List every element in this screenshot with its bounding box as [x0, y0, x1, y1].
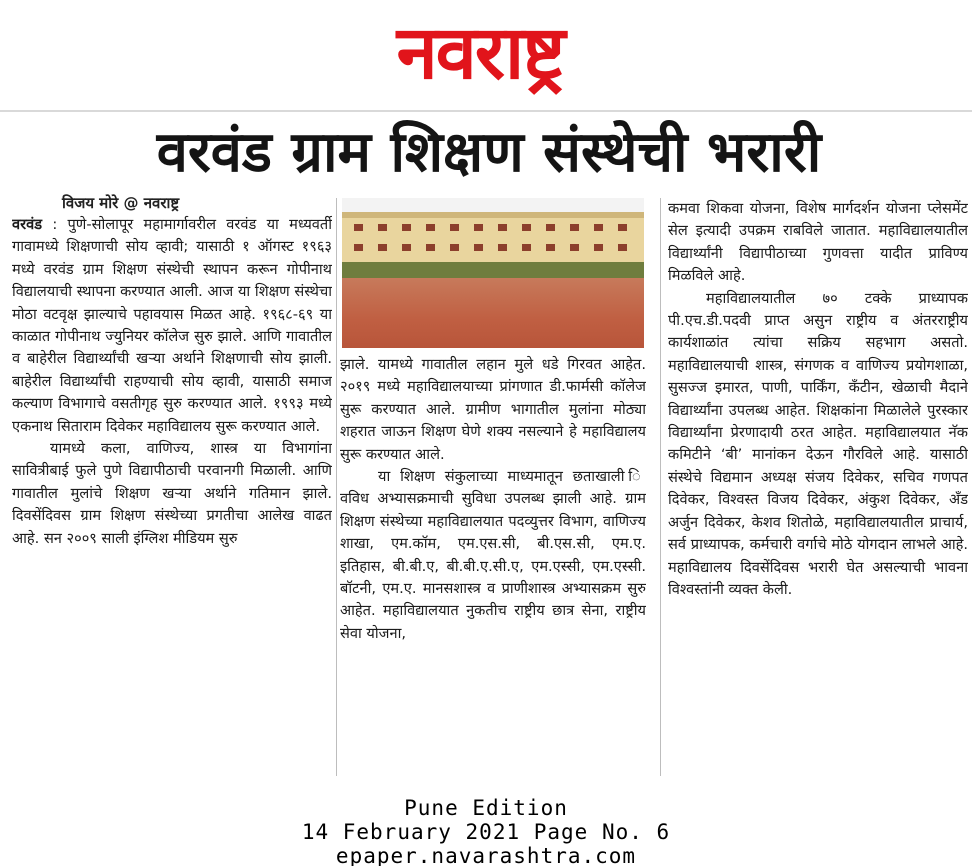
dateline: वरवंड [12, 216, 43, 233]
college-building-photo [342, 198, 644, 348]
article-column-2 [340, 354, 646, 776]
edition-date-page: 14 February 2021 Page No. 6 [301, 820, 671, 844]
paragraph: या शिक्षण संकुलाच्या माध्यमातून छताखाली ि वविध अभ्यासक्रमाची सुविधा उपलब्ध झाली आहे. ग्राम शिक्षण संस्थेच्या महाविद्यालयात पदव्युत्तर विभाग, वाणिज्य शाखा, एम.कॉम, एम.एस.सी, बी.एस.सी, एम.ए. इतिहास, बी.बी.ए, बी.बी.ए.सी.ए, एम.एस्सी, एम.एस्सी. बॉटनी, एम.ए. मानसशास्त्र व प्राणीशास्त्र अभ्यासक्रम सुरु आहेत. महाविद्यालयात नुकतीच राष्ट्रीय छात्र सेना, राष्ट्रीय सेवा योजना, [340, 468, 646, 642]
paragraph-text: : पुणे-सोलापूर महामार्गावरील वरवंड या मध्यवर्ती गावामध्ये शिक्षणाची सोय व्हावी; यासाठी १ ऑगस्ट १९६३ मध्ये वरवंड ग्राम शिक्षण संस्थेची स्थापन करून गोपीनाथ विद्यालयाची स्थापना करण्यात आली. आज या शिक्षण संस्थेचा मोठा वटवृक्ष झाल्याचे पहावयास मिळत आहे. १९६८-६९ या काळात गोपीनाथ ज्युनियर कॉलेज सुरु झाले. आणि गावातील व बाहेरील विद्यार्थ्यांची खऱ्या अर्थाने शिक्षणाची सोय झाली. बाहेरील विद्यार्थ्यांची राहण्याची सोय व्हावी, यासाठी समाज कल्याण विभागाचे वसतीगृह सुरु करण्यात आले. १९९३ मध्ये एकनाथ सिताराम दिवेकर महाविद्यालय सुरू करण्यात आले. [12, 216, 332, 435]
edition-name: Pune Edition [404, 796, 568, 820]
article-column-3 [668, 198, 968, 776]
paragraph [12, 214, 332, 438]
newspaper-logo: नवराष्ट्र [396, 10, 564, 96]
masthead [0, 0, 972, 112]
epaper-website: epaper.navarashtra.com [335, 844, 637, 866]
paragraph: यामध्ये कला, वाणिज्य, शास्त्र या विभागांना सावित्रीबाई फुले पुणे विद्यापीठाची परवानगी मिळाली. आणि गावातील मुलांचे शिक्षण खऱ्या अर्थाने गतिमान झाले. दिवसेंदिवस ग्राम शिक्षण संस्थेच्या प्रगतीचा आलेख वाढत आहे. सन २००९ साली इंग्लिश मीडियम सुरु [12, 440, 332, 547]
article-byline: विजय मोरे @ नवराष्ट्र [62, 194, 180, 212]
paragraph: झाले. यामध्ये गावातील लहान मुले धडे गिरवत आहेत. २०१९ मध्ये महाविद्यालयाच्या प्रांगणात डी.फार्मसी कॉलेज सुरू करण्यात आले. ग्रामीण भागातील मुलांना मोठ्या शहरात जाऊन शिक्षण घेणे शक्य नसल्याने हे महाविद्यालय सुरू करण्यात आले. [340, 356, 646, 463]
paragraph: कमवा शिकवा योजना, विशेष मार्गदर्शन योजना प्लेसमेंट सेल इत्यादी उपक्रम राबविले जातात. महाविद्यालयातील विद्यार्थ्यांनी विद्यापीठाच्या गुणवत्ता यादीत प्राविण्य मिळविले आहे. [668, 200, 968, 285]
column-divider [336, 198, 337, 776]
column-divider [660, 198, 661, 776]
article-column-1 [12, 214, 332, 774]
masthead-divider [0, 110, 972, 112]
paragraph: महाविद्यालयातील ७० टक्के प्राध्यापक पी.एच.डी.पदवी प्राप्त असुन राष्ट्रीय व अंतरराष्ट्रीय कार्यशाळांत त्यांचा सक्रिय सहभाग असतो. महाविद्यालयाची शास्त्र, संगणक व वाणिज्य प्रयोगशाळा, सुसज्ज इमारत, पाणी, पार्किंग, कँटीन, खेळाची मैदाने विद्यार्थ्यांना उपलब्ध आहेत. शिक्षकांना मिळालेले पुरस्कार विद्यार्थ्यांना प्रेरणादायी ठरत आहेत. महाविद्यालयात नॅक कमिटीने ‘बी’ मानांकन देऊन गौरविले आहे. यासाठी संस्थेचे विद्यमान अध्यक्ष संजय दिवेकर, सचिव गणपत दिवेकर, विश्वस्त विजय दिवेकर, अंकुश दिवेकर, अँड अर्जुन दिवेकर, केशव शितोळे, महाविद्यालयातील प्राचार्य, सर्व प्राध्यापक, कर्मचारी वर्गाचे मोठे योगदान लाभले आहे. महाविद्यालय दिवसेंदिवस भरारी घेत असल्याची भावना विश्वस्तांनी व्यक्त केली. [668, 289, 968, 598]
article-headline: वरवंड ग्राम शिक्षण संस्थेची भरारी [156, 120, 822, 185]
